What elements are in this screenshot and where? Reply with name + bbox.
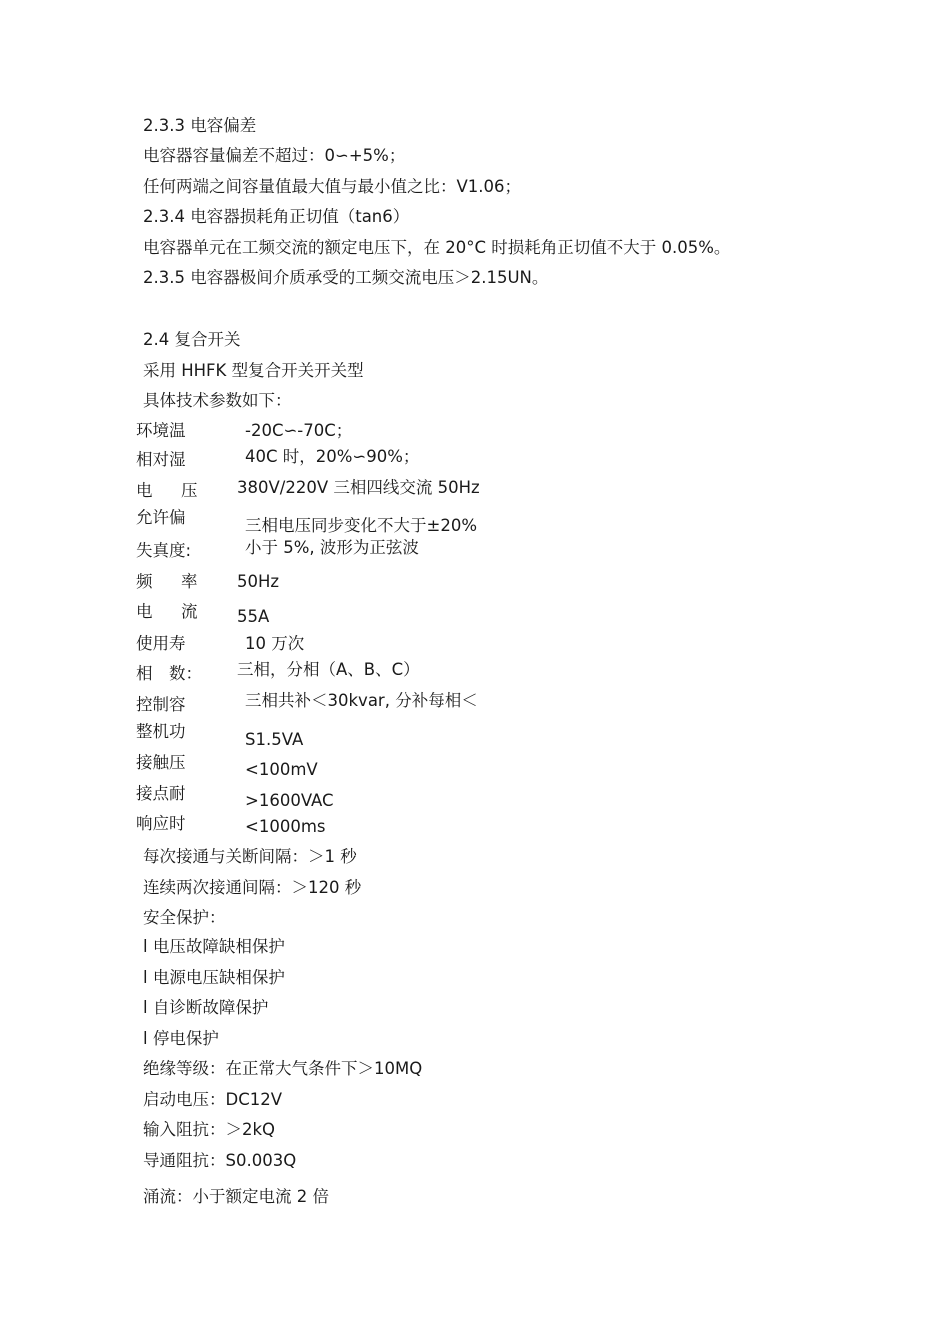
switch-interval-line: 每次接通与关断间隔：＞1 秒: [143, 847, 357, 866]
start-voltage-line: 启动电压：DC12V: [143, 1090, 283, 1109]
param-value: -20C∽-70C；: [245, 421, 353, 440]
protection-item: l 电压故障缺相保护: [143, 937, 285, 956]
insulation-line: 绝缘等级：在正常大气条件下＞10MQ: [143, 1059, 423, 1078]
param-value: 小于 5%, 波形为正弦波: [245, 538, 419, 557]
param-label: 接点耐: [136, 784, 186, 803]
param-label: 相 数：: [136, 664, 202, 683]
param-value: <1000ms: [245, 817, 326, 836]
param-label: 响应时: [136, 814, 186, 833]
param-label: 整机功: [136, 722, 186, 741]
inrush-line: 涌流：小于额定电流 2 倍: [143, 1187, 329, 1206]
param-label: 接触压: [136, 753, 186, 772]
section-2-4-heading: 2.4 复合开关: [143, 330, 241, 349]
section-2-3-5-heading: 2.3.5 电容器极间介质承受的工频交流电压＞2.15UN。: [143, 268, 549, 287]
param-value: >1600VAC: [245, 791, 334, 810]
param-label: 电 流: [136, 602, 204, 621]
param-label: 相对湿: [136, 450, 186, 469]
param-label: 环境温: [136, 421, 186, 440]
param-label: 电 压: [136, 481, 204, 500]
capacitance-deviation-line: 电容器容量偏差不超过：0∽+5%；: [143, 146, 406, 165]
switch-model-line: 采用 HHFK 型复合开关开关型: [143, 361, 364, 380]
param-label: 频 率: [136, 572, 204, 591]
protection-item: l 停电保护: [143, 1029, 219, 1048]
param-label: 使用寿: [136, 634, 186, 653]
param-label: 失真度:: [136, 541, 192, 560]
param-value: 三相，分相（A、B、C）: [237, 660, 420, 679]
protection-item: l 自诊断故障保护: [143, 998, 269, 1017]
input-impedance-line: 输入阻抗：＞2kQ: [143, 1120, 276, 1139]
param-value: 40C 时，20%∽90%；: [245, 447, 420, 466]
on-resistance-line: 导通阻抗：S0.003Q: [143, 1151, 297, 1170]
param-value: <100mV: [245, 760, 318, 779]
section-2-3-3-heading: 2.3.3 电容偏差: [143, 116, 257, 135]
param-label: 允许偏: [136, 508, 186, 527]
safety-heading: 安全保护：: [143, 908, 226, 927]
reconnect-interval-line: 连续两次接通间隔：＞120 秒: [143, 878, 362, 897]
param-value: 50Hz: [237, 572, 280, 591]
param-label: 控制容: [136, 695, 186, 714]
param-value: 380V/220V 三相四线交流 50Hz: [237, 478, 480, 497]
protection-item: l 电源电压缺相保护: [143, 968, 285, 987]
param-value: 55A: [237, 607, 270, 626]
params-intro-line: 具体技术参数如下：: [143, 391, 292, 410]
param-value: 三相共补＜30kvar, 分补每相＜: [245, 691, 478, 710]
param-value: S1.5VA: [245, 730, 304, 749]
capacitance-ratio-line: 任何两端之间容量值最大值与最小值之比：V1.06；: [143, 177, 522, 196]
loss-tangent-line: 电容器单元在工频交流的额定电压下，在 20°C 时损耗角正切值不大于 0.05%。: [143, 238, 731, 257]
param-value: 三相电压同步变化不大于±20%: [245, 516, 477, 535]
param-value: 10 万次: [245, 634, 305, 653]
section-2-3-4-heading: 2.3.4 电容器损耗角正切值（tan6）: [143, 207, 410, 226]
